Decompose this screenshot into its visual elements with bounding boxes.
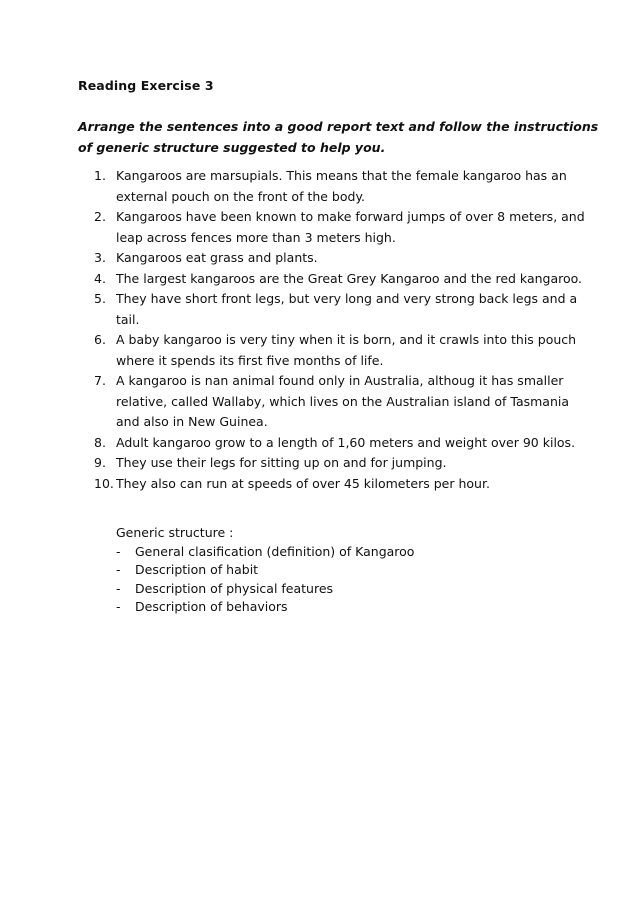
sentence-line: They also can run at speeds of over 45 kilometers per hour.: [116, 475, 490, 491]
generic-structure-item-text: Description of physical features: [135, 580, 334, 596]
sentence-number: 2.: [94, 209, 106, 224]
sentence-number: 3.: [94, 250, 106, 265]
generic-structure-item-text: General clasification (definition) of Kangaroo: [135, 543, 415, 559]
sentence-item: [94, 248, 594, 269]
generic-structure-item: [116, 543, 536, 562]
sentence-number: 10.: [94, 475, 114, 491]
sentence-item: [94, 474, 594, 495]
sentence-number: 8.: [94, 434, 106, 450]
generic-structure-item: [116, 598, 536, 617]
sentence-item: [94, 269, 594, 290]
sentence-line: and also in New Guinea.: [116, 414, 268, 429]
sentence-line: external pouch on the front of the body.: [116, 188, 366, 204]
bullet-dash: -: [116, 562, 121, 577]
sentence-line: Adult kangaroo grow to a length of 1,60 meters and weight over 90 kilos.: [116, 434, 576, 450]
sentence-line: relative, called Wallaby, which lives on the Australian island of Tasmania: [116, 393, 570, 409]
sentence-line: A baby kangaroo is very tiny when it is born, and it crawls into this pouch: [116, 332, 577, 347]
sentence-item: [94, 330, 594, 371]
instructions-line: of generic structure suggested to help you.: [78, 140, 386, 155]
sentence-line: Kangaroos have been known to make forward jumps of over 8 meters, and: [116, 209, 585, 224]
sentence-number: 1.: [94, 168, 106, 183]
sentence-line: They use their legs for sitting up on and for jumping.: [116, 455, 447, 470]
sentence-number: 7.: [94, 373, 106, 388]
generic-structure-heading: Generic structure :: [116, 525, 234, 540]
sentence-item: [94, 289, 594, 330]
sentence-item: [94, 166, 594, 207]
sentence-number: 5.: [94, 291, 106, 306]
sentence-line: Kangaroos eat grass and plants.: [116, 250, 318, 265]
sentence-line: leap across fences more than 3 meters high.: [116, 229, 396, 245]
generic-structure-item: [116, 561, 536, 580]
sentence-line: They have short front legs, but very long and very strong back legs and a: [116, 291, 578, 306]
sentence-line: where it spends its first five months of life.: [116, 352, 384, 368]
instructions-line: Arrange the sentences into a good report text and follow the instructions: [78, 119, 599, 134]
sentence-line: tail.: [116, 311, 140, 327]
sentence-number: 4.: [94, 270, 106, 286]
sentence-number: 6.: [94, 332, 106, 347]
bullet-dash: -: [116, 599, 121, 614]
generic-structure: [116, 524, 536, 617]
bullet-dash: -: [116, 580, 121, 596]
sentence-list: [94, 166, 594, 494]
sentence-line: Kangaroos are marsupials. This means that the female kangaroo has an: [116, 168, 567, 183]
generic-structure-list: [116, 543, 536, 617]
sentence-item: [94, 207, 594, 248]
sentence-item: [94, 371, 594, 433]
sentence-number: 9.: [94, 455, 106, 470]
instructions: [78, 116, 599, 158]
generic-structure-item: [116, 580, 536, 599]
document-title: Reading Exercise 3: [78, 78, 214, 93]
bullet-dash: -: [116, 543, 121, 559]
generic-structure-item-text: Description of behaviors: [135, 599, 288, 614]
sentence-item: [94, 433, 594, 454]
sentence-line: The largest kangaroos are the Great Grey Kangaroo and the red kangaroo.: [116, 270, 583, 286]
sentence-item: [94, 453, 594, 474]
sentence-line: A kangaroo is nan animal found only in Australia, althoug it has smaller: [116, 373, 564, 388]
generic-structure-item-text: Description of habit: [135, 562, 259, 577]
